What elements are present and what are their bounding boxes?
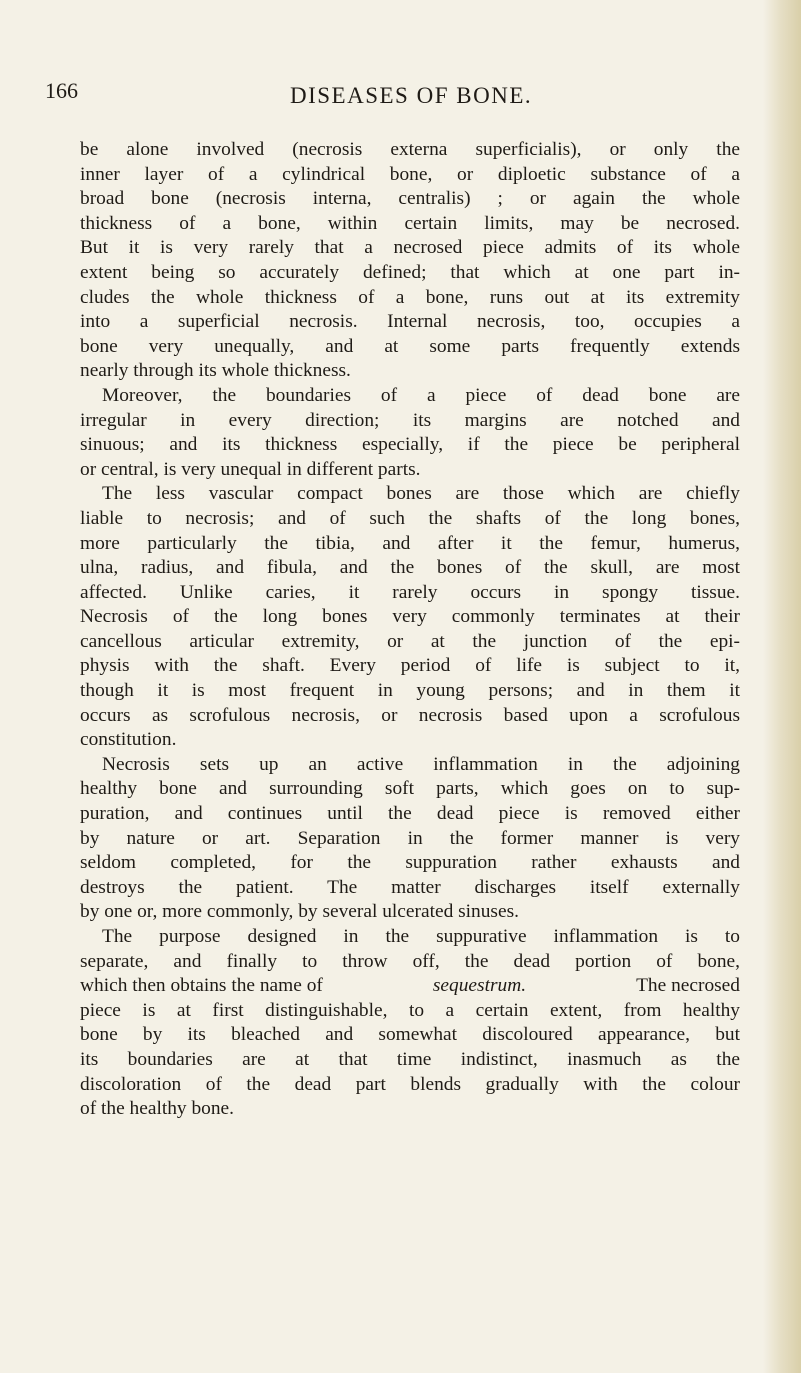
text-line: of the healthy bone. (80, 1098, 234, 1120)
text-line: though it is most frequent in young persons; and in them it (80, 680, 740, 702)
text-line: separate, and finally to throw off, the dead portion of bone, (80, 950, 740, 972)
text-line: cancellous articular extremity, or at the junction of the epi- (80, 630, 740, 652)
text-line: thickness of a bone, within certain limits, may be necrosed. (80, 212, 740, 234)
text-line: discoloration of the dead part blends gradually with the colour (80, 1073, 740, 1095)
text-line: ulna, radius, and fibula, and the bones of the skull, are most (80, 557, 740, 579)
text-line: seldom completed, for the suppuration rather exhausts and (80, 852, 740, 874)
text-line: irregular in every direction; its margins are notched and (80, 409, 740, 431)
text-line: Moreover, the boundaries of a piece of dead bone are (102, 384, 740, 406)
italic-term: sequestrum. (432, 975, 527, 997)
text-line: by nature or art. Separation in the former manner is very (80, 827, 740, 849)
text-line: occurs as scrofulous necrosis, or necrosis based upon a scrofulous (80, 704, 740, 726)
text-line: broad bone (necrosis interna, centralis) ; or again the whole (80, 188, 740, 210)
line-prefix: which then obtains the name of (80, 975, 323, 997)
text-line: Necrosis sets up an active inflammation in the adjoining (102, 753, 740, 775)
running-head: DISEASES OF BONE. (290, 83, 533, 108)
text-line: cludes the whole thickness of a bone, runs out at its extremity (80, 286, 740, 308)
text-line: be alone involved (necrosis externa superficialis), or only the (80, 139, 740, 160)
text-line: bone by its bleached and somewhat discoloured appearance, but (80, 1024, 740, 1046)
paragraph-4 (80, 753, 740, 925)
text-line: by one or, more commonly, by several ulcerated sinuses. (80, 901, 519, 923)
text-line: its boundaries are at that time indistinct, inasmuch as the (80, 1048, 740, 1070)
text-line: sinuous; and its thickness especially, if the piece be peripheral (80, 434, 740, 456)
text-line: nearly through its whole thickness. (80, 360, 351, 382)
line-suffix: The necrosed (636, 975, 740, 997)
text-line: bone very unequally, and at some parts frequently extends (80, 335, 740, 357)
text-line: extent being so accurately defined; that which at one part in- (80, 261, 740, 283)
body-text (80, 138, 740, 1122)
text-line: Necrosis of the long bones very commonly terminates at their (80, 606, 740, 628)
text-line: puration, and continues until the dead piece is removed either (80, 803, 740, 825)
text-line: more particularly the tibia, and after it the femur, humerus, (80, 532, 740, 554)
text-line: into a superficial necrosis. Internal necrosis, too, occupies a (80, 311, 740, 333)
text-line-with-italic (80, 974, 740, 999)
page-number: 166 (45, 78, 78, 103)
text-line: constitution. (80, 729, 177, 751)
text-line: But it is very rarely that a necrosed piece admits of its whole (80, 237, 740, 259)
text-line: The less vascular compact bones are those which are chiefly (102, 483, 740, 505)
text-line: piece is at first distinguishable, to a certain extent, from healthy (80, 999, 740, 1021)
page-edge-shadow (763, 0, 801, 1373)
text-line: The purpose designed in the suppurative inflammation is to (102, 926, 740, 947)
text-line: healthy bone and surrounding soft parts, which goes on to sup- (80, 778, 740, 800)
paragraph-1 (80, 138, 740, 384)
text-line: destroys the patient. The matter discharges itself externally (80, 876, 740, 898)
text-line: inner layer of a cylindrical bone, or diploetic substance of a (80, 163, 740, 185)
text-line: affected. Unlike caries, it rarely occurs in spongy tissue. (80, 581, 740, 603)
text-line: or central, is very unequal in different parts. (80, 458, 421, 480)
paragraph-3 (80, 482, 740, 753)
paragraph-2 (80, 384, 740, 482)
text-line: physis with the shaft. Every period of life is subject to it, (80, 655, 740, 677)
text-line: liable to necrosis; and of such the shafts of the long bones, (80, 507, 740, 529)
paragraph-5 (80, 925, 740, 1122)
